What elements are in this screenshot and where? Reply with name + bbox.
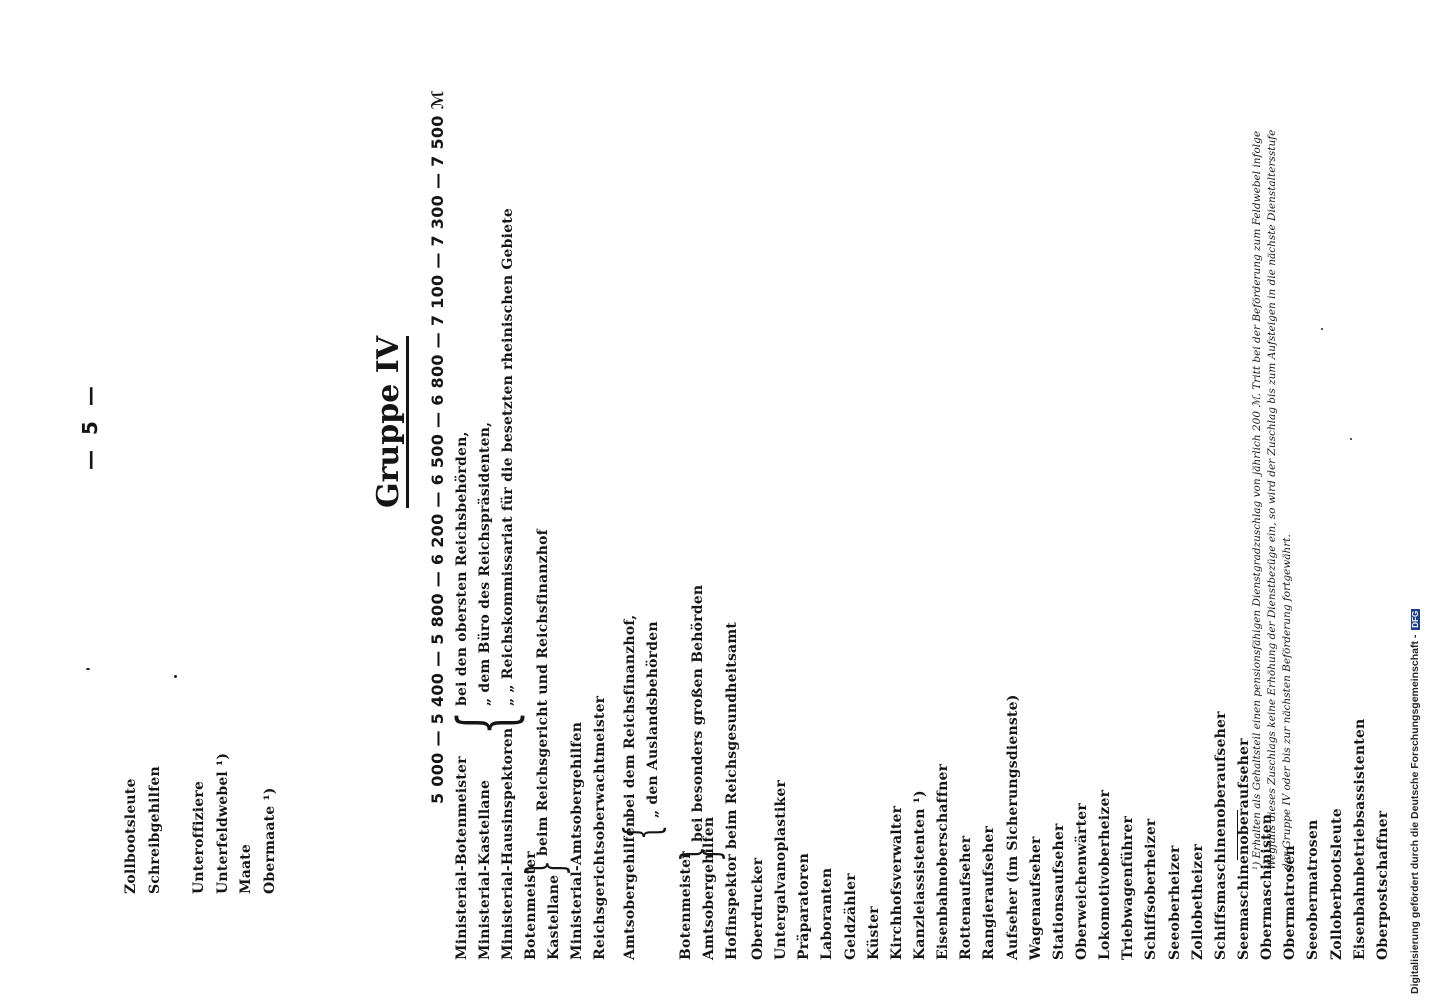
list-item: Kirchhofsverwalter xyxy=(888,805,905,960)
annotation: bei den obersten Reichsbehörden, xyxy=(454,431,470,706)
list-item: Maate xyxy=(238,843,255,894)
list-item: Rangieraufseher xyxy=(981,825,998,960)
list-item: Unteroffiziere xyxy=(191,780,207,894)
list-item: Seemaschinenoberaufseher xyxy=(1235,738,1252,960)
annotation: „ dem Büro des Reichspräsidenten, xyxy=(477,421,493,706)
list-item: Eisenbahnbetriebsassistenten xyxy=(1351,718,1368,960)
list-item: Kanzleiassistenten ¹) xyxy=(911,790,928,960)
position-botenmeister: Botenmeister xyxy=(523,851,539,960)
salary-scale: 5 000 — 5 400 — 5 800 — 6 200 — 6 500 — 6 800 — 7 100 — 7 300 — 7 500 ℳ xyxy=(428,90,447,804)
list-item: Obermatrosen xyxy=(1282,845,1299,960)
brace-icon: { xyxy=(614,824,670,840)
position-ministerial-botenmeister: Ministerial-Botenmeister xyxy=(454,756,470,960)
list-item: Schiffsmaschinenoberaufseher xyxy=(1212,711,1229,960)
list-item: Zollbootsleute xyxy=(123,778,139,894)
scan-speck xyxy=(86,668,90,670)
list-item: Stationsaufseher xyxy=(1050,823,1067,960)
list-item: Eisenbahnoberschaffner xyxy=(935,763,952,960)
list-item: Lokomotivoberheizer xyxy=(1097,789,1114,960)
scan-speck xyxy=(1350,438,1352,440)
annotation: „ den Auslandsbehörden xyxy=(645,621,661,818)
list-item: Oberweichenwärter xyxy=(1073,803,1090,960)
position-botenmeister: Botenmeister xyxy=(678,851,694,960)
list-item: Oberdrucker xyxy=(750,857,766,960)
list-item: Seeoberheizer xyxy=(1166,845,1183,960)
annotation: bei dem Reichsfinanzhof, xyxy=(622,614,638,818)
list-item: Präparatoren xyxy=(796,853,813,960)
position-reichsgericht-oberwachtmeister: Reichsgerichtsoberwachtmeister xyxy=(592,695,608,960)
list-item: Schiffsoberheizer xyxy=(1143,818,1160,960)
list-item: Laboranten xyxy=(819,867,836,960)
annotation: beim Reichsgericht und Reichsfinanzhof xyxy=(535,529,551,856)
position-amtsobergehilfen: Amtsobergehilfen xyxy=(622,816,638,960)
brace-icon: { xyxy=(441,710,530,735)
group-title: Gruppe IV xyxy=(372,336,409,508)
digitization-notice xyxy=(1409,609,1421,994)
rank-list xyxy=(188,753,282,894)
list-item: Triebwagenführer xyxy=(1120,815,1137,960)
list-item: Zollobetheizer xyxy=(1189,843,1206,960)
list-item: Obermaate ¹) xyxy=(261,787,278,894)
list-item: Obermaschinisten xyxy=(1259,813,1276,960)
list-item: Geldzähler xyxy=(842,873,859,960)
list-item: Wagenaufseher xyxy=(1027,836,1044,960)
position-ministerial-amtsobergehilfen: Ministerial-Amtsobergehilfen xyxy=(569,721,585,960)
top-list xyxy=(120,766,167,894)
list-item: Aufseher (im Sicherungsdienste) xyxy=(1004,694,1021,960)
list-item: Seeobermatrosen xyxy=(1305,819,1322,960)
annotation: bei besonders großen Behörden xyxy=(690,584,706,842)
list-item: Oberpostschaffner xyxy=(1374,810,1391,960)
scan-speck xyxy=(174,675,177,678)
list-item: Untergalvanoplastiker xyxy=(773,779,790,960)
brace-icon: } xyxy=(671,846,729,862)
position-list xyxy=(747,694,1395,960)
notice-text: Digitalisierung gefördert durch die Deutsche Forschungsgemeinschaft - xyxy=(1409,631,1421,994)
list-item: Zolloberbootsleute xyxy=(1328,808,1345,960)
position-ministerial-hausinspektoren: Ministerial-Hausinspektoren xyxy=(500,727,516,960)
position-hofinspektor: Hofinspektor beim Reichsgesundheitsamt xyxy=(724,622,740,960)
position-kastellane: Kastellane xyxy=(546,874,562,960)
footnote: ¹) Erhalten als Gehaltsteil einen pensionsfähigen Dienstgradzuschlag von jährlich 200 ℳ. Tritt bei der Beförderung zum Feldwebel infolge Wegfalls dieses Zuschlags keine Erhöhung der Dienstbezüge ein, so wird der Zuschlag bis zum Aufsteigen in die nächste Dienstaltersstufe der Gruppe IV oder bis zur nächsten Beförderung fortgewährt. xyxy=(1251,129,1293,870)
position-ministerial-kastellane: Ministerial-Kastellane xyxy=(477,779,493,960)
dfg-logo: DFG xyxy=(1410,610,1420,628)
list-item: Küster xyxy=(865,906,882,960)
list-item: Unterfeldwebel ¹) xyxy=(214,752,231,894)
annotation: „ „ Reichskommissariat für die besetzten rheinischen Gebiete xyxy=(500,208,516,706)
brace-icon: } xyxy=(516,860,574,876)
page-number: — 5 — xyxy=(78,382,102,470)
scan-speck xyxy=(1321,328,1323,330)
list-item: Schreibgehilfen xyxy=(146,766,163,894)
list-item: Rottenaufseher xyxy=(958,835,975,960)
position-amtsobergehilfen: Amtsobergehilfen xyxy=(701,816,717,960)
